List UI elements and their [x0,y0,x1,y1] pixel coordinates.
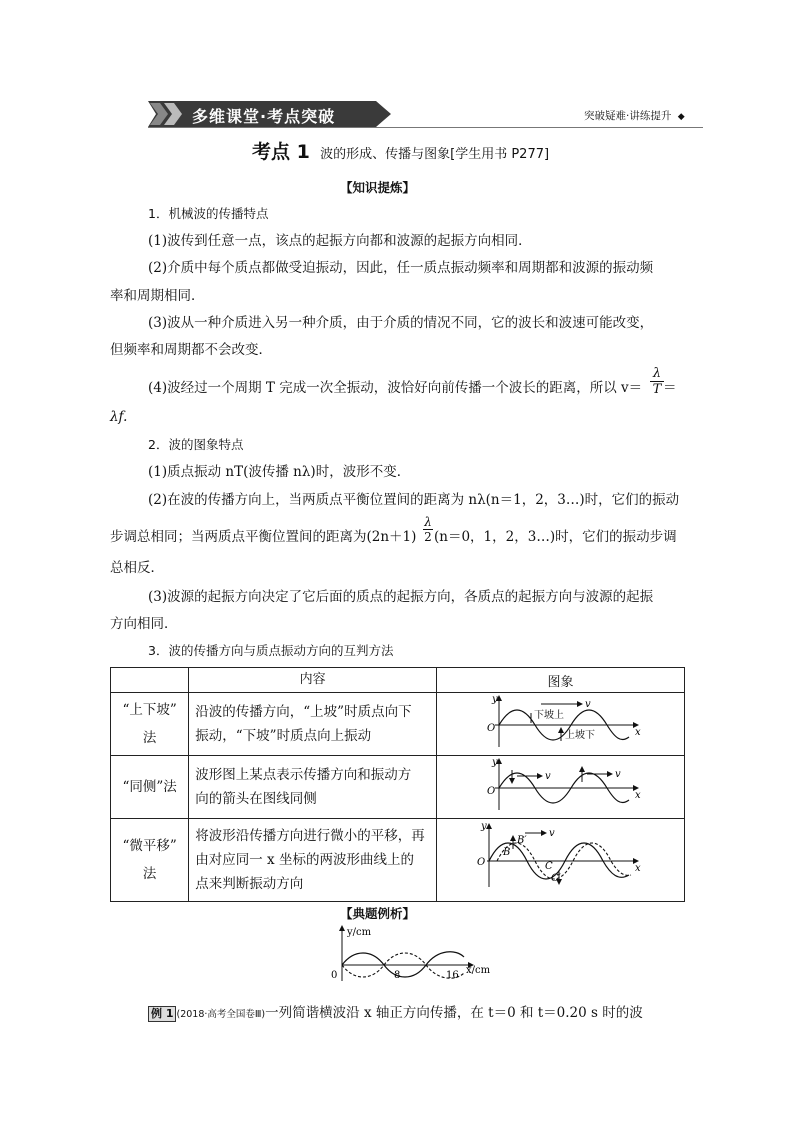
table-cell-content [189,693,437,756]
slope-method-figure [437,693,684,751]
paragraph-6c: 总相反． [110,560,164,576]
fig3-v-label: v [548,828,555,839]
paragraph-2a: (2)介质中每个质点都做受迫振动，因此，任一质点振动频率和周期都和波源的振动频 [148,260,654,276]
content-line: 由对应同一 x 坐标的两波形曲线上的 [195,852,414,868]
same-side-figure [437,756,684,814]
topic-title [252,137,549,164]
paragraph-1: (1)波传到任意一点，该点的起振方向都和波源的起振方向相同． [148,233,532,249]
fig1-x-label: x [634,727,641,738]
section-heading-knowledge: 【知识提炼】 [340,180,416,195]
fig3-b-prime-label: B′ [516,835,527,846]
example-text: 一列简谐横波沿 x 轴正方向传播，在 t＝0 和 t＝0.20 s 时的波 [265,1005,643,1021]
paragraph-4b: λf. [110,409,128,425]
content-line: 振动，“下坡”时质点向上振动 [195,728,372,744]
fig2-y-label: y [491,757,498,768]
banner-right-text [584,108,685,123]
example-1-line [148,1003,643,1025]
small-shift-figure [437,819,684,897]
fig3-c-prime-label: C′ [550,873,561,884]
topic-subtitle: 波的形成、传播与图象[学生用书 P277] [320,147,550,162]
table-row [111,693,685,756]
method-name: “同侧”法 [122,779,177,795]
fig1-downhill-label: 下坡上 [533,710,564,721]
table-cell-figure [436,756,684,819]
example-tick-8: 8 [394,970,401,981]
table-header-row [111,668,685,693]
table-cell-method [111,693,189,756]
table-header-content: 内容 [189,668,437,693]
fig3-y-label: y [480,821,487,832]
paragraph-6b-pre: 步调总相同；当两质点平衡位置间的距离为(2n＋1) [110,529,417,545]
half-lambda-fraction [423,515,433,544]
banner-right-label: 突破疑难·讲练提升 [584,110,672,122]
example-wave-figure [318,923,498,983]
table-header-figure: 图象 [436,668,684,693]
half-lambda-numerator: λ [424,515,432,529]
example-x-axis-label: x/cm [466,965,491,976]
fig2-origin-label: O [486,786,496,797]
table-header-method [111,668,189,693]
paragraph-7b: 方向相同． [110,616,178,632]
paragraph-6a: (2)在波的传播方向上，当两质点平衡位置间的距离为 nλ(n＝1，2，3…)时，它们的振动 [148,492,680,508]
paragraph-4a-text: (4)波经过一个周期 T 完成一次全振动，波恰好向前传播一个波长的距离，所以 v＝ [148,380,643,396]
fraction-numerator: λ [652,366,662,381]
paragraph-3b: 但频率和周期都不会改变． [110,342,272,358]
paragraph-7a: (3)波源的起振方向决定了它后面的质点的起振方向，各质点的起振方向与波源的起振 [148,589,654,605]
banner-underline [148,127,703,128]
example-source: (2018·高考全国卷Ⅲ) [176,1009,266,1020]
table-cell-figure [436,819,684,902]
table-cell-figure [436,693,684,756]
table-cell-content [189,756,437,819]
half-lambda-denominator: 2 [424,530,432,544]
fig3-origin-label: O [476,857,486,868]
paragraph-3a: (3)波从一种介质进入另一种介质，由于介质的情况不同，它的波长和波速可能改变， [148,315,654,331]
item-3-title: 3．波的传播方向与质点振动方向的互判方法 [148,643,394,658]
table-cell-method [111,756,189,819]
paragraph-2b: 率和周期相同． [110,288,205,304]
fig2-v-label-1: v [544,771,551,782]
content-line: 向的箭头在图线同侧 [195,791,317,807]
example-tick-0: 0 [331,970,338,981]
content-line: 点来判断振动方向 [195,876,304,892]
item-2-title: 2．波的图象特点 [148,437,244,452]
paragraph-5: (1)质点振动 nT(波传播 nλ)时，波形不变． [148,464,411,480]
example-tag: 例 1 [148,1006,176,1022]
diamond-icon: ◆ [677,112,685,122]
fig3-x-label: x [634,863,641,874]
velocity-fraction [650,366,664,397]
fig1-v-label: v [584,699,591,710]
item-1-title: 1．机械波的传播特点 [148,206,269,221]
table-cell-content [189,819,437,902]
method-name-suffix: 法 [142,866,157,882]
method-table [110,667,685,902]
method-name: “微平移” [122,838,177,854]
table-cell-method [111,819,189,902]
fraction-denominator: T [650,381,664,397]
method-name-suffix: 法 [142,730,157,746]
fig1-y-label: y [491,694,498,705]
fig3-b-label: B [502,847,511,858]
fig2-v-label-2: v [614,769,621,780]
fig3-c-label: C [544,861,553,872]
table-row [111,756,685,819]
paragraph-6b-post: (n＝0，1，2，3…)时，它们的振动步调 [434,529,677,545]
fraction-equals: ＝ [663,380,677,396]
content-line: 波形图上某点表示传播方向和振动方 [195,767,412,783]
table-row [111,819,685,902]
example-tick-16: 16 [446,970,459,981]
section-heading-examples: 【典题例析】 [340,906,416,921]
example-y-axis-label: y/cm [347,927,372,938]
content-line: 沿波的传播方向，“上坡”时质点向下 [195,704,412,720]
banner [148,101,391,127]
topic-number: 考点 1 [252,141,310,163]
paragraph-4a [148,378,642,398]
fig1-origin-label: O [486,723,496,734]
content-line: 将波形沿传播方向进行微小的平移，再 [195,828,425,844]
fig2-x-label: x [634,790,641,801]
fig1-uphill-label: 上坡下 [564,730,595,741]
method-name: “上下坡” [122,702,177,718]
banner-label: 多维课堂·考点突破 [192,107,336,126]
